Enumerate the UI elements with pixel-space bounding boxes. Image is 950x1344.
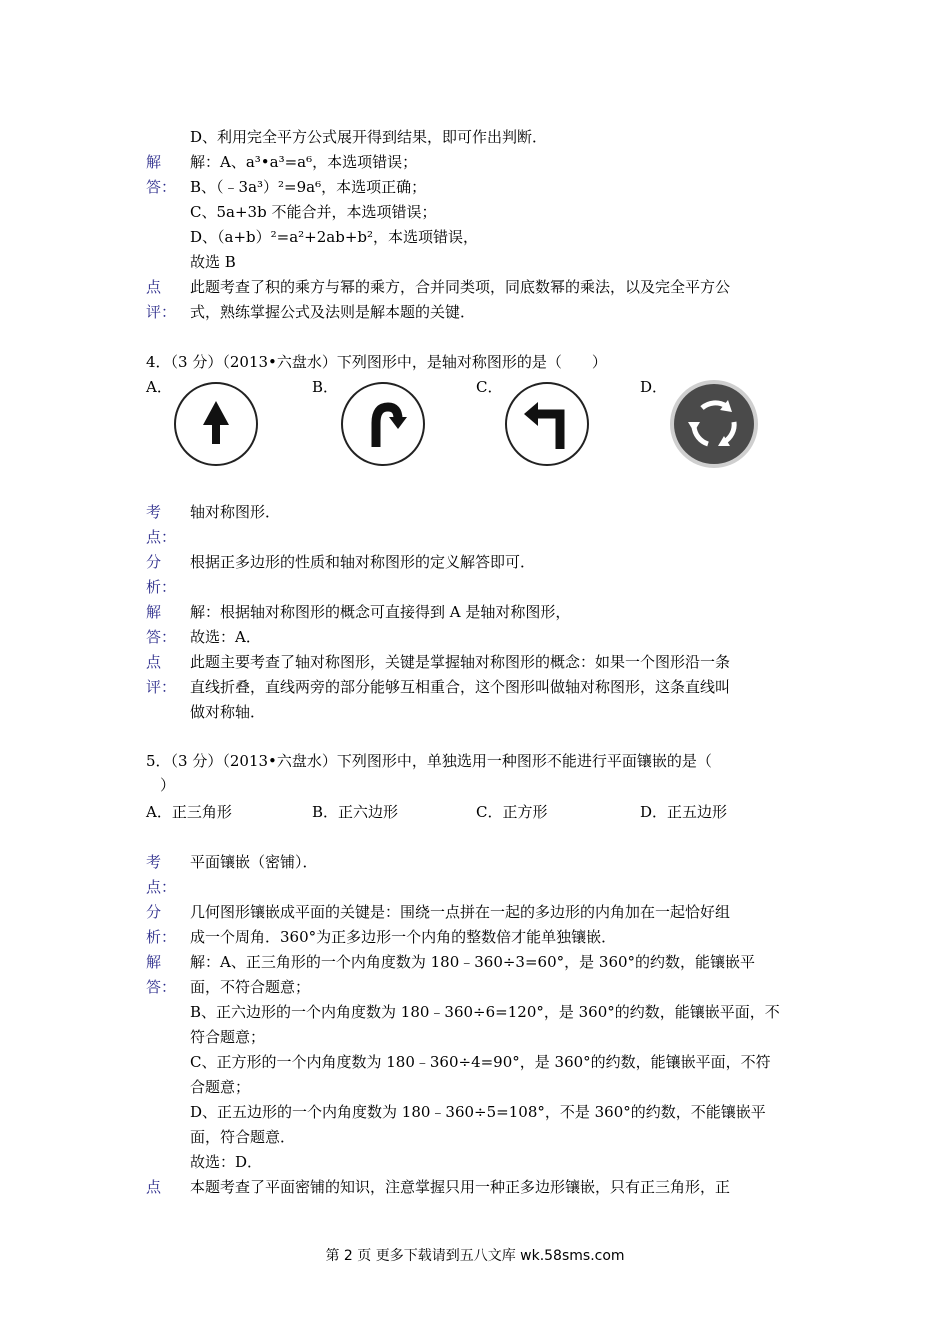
q5-label-fen: 分	[146, 903, 162, 921]
q5-line-5: 面，不符合题意；	[190, 978, 311, 996]
q3-label-jie: 解	[146, 153, 162, 171]
q4-label-kao: 考	[146, 503, 162, 521]
q5-label-dian: 点：	[146, 878, 177, 896]
q5-label-xi: 析：	[146, 928, 177, 946]
q3-line-6: 故选 B	[190, 253, 236, 271]
q5-stem-line-1: 5．（3 分）（2013•六盘水）下列图形中，单独选用一种图形不能进行平面镶嵌的是（	[146, 752, 712, 770]
q5-line-7: 符合题意；	[190, 1028, 266, 1046]
q4-stem: 4．（3 分）（2013•六盘水）下列图形中，是轴对称图形的是（ ）	[146, 353, 607, 371]
q4-label-fen: 分	[146, 553, 162, 571]
q4-option-b: B．	[312, 378, 339, 396]
q3-line-7: 此题考查了积的乘方与幂的乘方，合并同类项，同底数幂的乘法，以及完全平方公	[190, 278, 731, 296]
q3-line-4: C、5a+3b 不能合并，本选项错误；	[190, 203, 437, 221]
q3-line-1: D、利用完全平方公式展开得到结果，即可作出判断．	[190, 128, 548, 146]
q5-stem-line-2: ）	[160, 776, 176, 794]
page-footer: 第 2 页 更多下载请到五八文库 wk.58sms.com	[325, 1248, 625, 1264]
q5-line-10: D、正五边形的一个内角度数为 180﹣360÷5=108°，不是 360°的约数，不能镶嵌平	[190, 1103, 766, 1121]
q4-line-4: 故选：A．	[190, 628, 261, 646]
q4-option-a: A．	[146, 378, 172, 396]
q4-label-dian2: 点	[146, 653, 162, 671]
q4-label-ping: 评：	[146, 678, 177, 696]
q5-line-4: 解：A、正三角形的一个内角度数为 180﹣360÷3=60°，是 360°的约数，能镶嵌平	[190, 953, 756, 971]
q3-line-3: B、（﹣3a³）²=9a⁶，本选项正确；	[190, 178, 427, 196]
q5-option-b: B．正六边形	[312, 803, 399, 821]
q5-label-kao: 考	[146, 853, 162, 871]
left-turn-sign-icon	[504, 381, 590, 467]
q5-line-9: 合题意；	[190, 1078, 251, 1096]
q5-label-jie: 解	[146, 953, 162, 971]
q4-line-5: 此题主要考查了轴对称图形，关键是掌握轴对称图形的概念：如果一个图形沿一条	[190, 653, 731, 671]
q4-label-xi: 析：	[146, 578, 177, 596]
q5-line-1: 平面镶嵌（密铺）．	[190, 853, 318, 871]
q5-line-2: 几何图形镶嵌成平面的关键是：围绕一点拼在一起的多边形的内角加在一起恰好组	[190, 903, 731, 921]
q5-option-a: A．正三角形	[146, 803, 232, 821]
q5-label-dian2: 点	[146, 1178, 162, 1196]
q3-line-5: D、（a+b）²=a²+2ab+b²，本选项错误，	[190, 228, 479, 246]
roundabout-sign-icon	[668, 378, 760, 470]
q4-label-jie: 解	[146, 603, 162, 621]
up-arrow-sign-icon	[173, 381, 259, 467]
q3-line-8: 式，熟练掌握公式及法则是解本题的关键．	[190, 303, 476, 321]
q4-line-2: 根据正多边形的性质和轴对称图形的定义解答即可．	[190, 553, 536, 571]
q5-line-11: 面，符合题意．	[190, 1128, 296, 1146]
q5-line-6: B、正六边形的一个内角度数为 180﹣360÷6=120°，是 360°的约数，能镶嵌平面，不	[190, 1003, 780, 1021]
q5-line-3: 成一个周角．360°为正多边形一个内角的整数倍才能单独镶嵌．	[190, 928, 617, 946]
q4-line-3: 解：根据轴对称图形的概念可直接得到 A 是轴对称图形，	[190, 603, 571, 621]
q5-line-12: 故选：D．	[190, 1153, 263, 1171]
q5-label-da: 答：	[146, 978, 177, 996]
q4-option-c: C．	[476, 378, 503, 396]
q4-option-d: D．	[640, 378, 668, 396]
u-turn-sign-icon	[340, 381, 426, 467]
q3-line-2: 解：A、a³•a³=a⁶，本选项错误；	[190, 153, 418, 171]
q3-label-da: 答：	[146, 178, 177, 196]
q4-label-dian: 点：	[146, 528, 177, 546]
q4-line-1: 轴对称图形．	[190, 503, 281, 521]
q5-option-d: D．正五边形	[640, 803, 728, 821]
q5-option-c: C．正方形	[476, 803, 548, 821]
q4-line-7: 做对称轴．	[190, 703, 266, 721]
q3-label-ping: 评：	[146, 303, 177, 321]
q3-label-dian: 点	[146, 278, 162, 296]
q5-line-13: 本题考查了平面密铺的知识，注意掌握只用一种正多边形镶嵌，只有正三角形，正	[190, 1178, 731, 1196]
q5-line-8: C、正方形的一个内角度数为 180﹣360÷4=90°，是 360°的约数，能镶嵌平面，不符	[190, 1053, 771, 1071]
q4-label-da: 答：	[146, 628, 177, 646]
q4-line-6: 直线折叠，直线两旁的部分能够互相重合，这个图形叫做轴对称图形，这条直线叫	[190, 678, 731, 696]
